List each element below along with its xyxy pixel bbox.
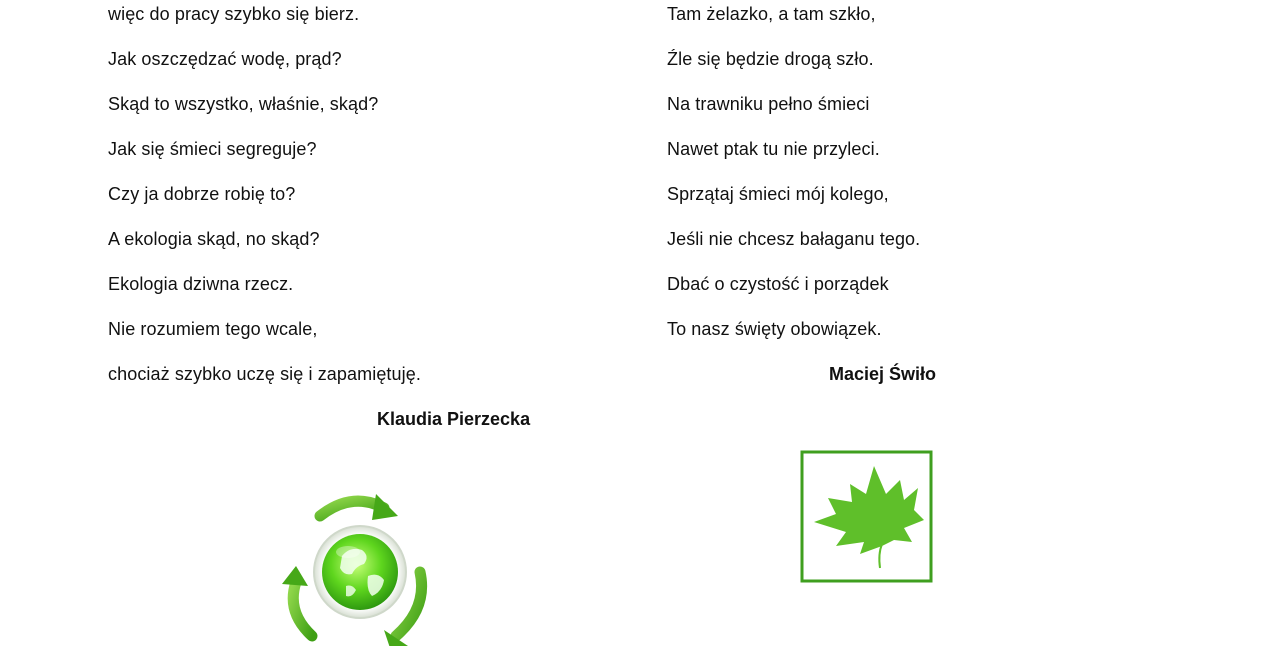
poem-line: Czy ja dobrze robię to? — [108, 184, 296, 204]
poem-line: Nawet ptak tu nie przyleci. — [667, 139, 880, 159]
poem-line: Tam żelazko, a tam szkło, — [667, 4, 876, 24]
poem-line: chociaż szybko uczę się i zapamiętuję. — [108, 364, 421, 384]
recycle-globe-icon — [272, 486, 442, 646]
poem-line: Jak się śmieci segreguje? — [108, 139, 317, 159]
poem-line: więc do pracy szybko się bierz. — [108, 4, 360, 24]
poem-line: Nie rozumiem tego wcale, — [108, 319, 318, 339]
poem-line: Jak oszczędzać wodę, prąd? — [108, 49, 342, 69]
poem-line: To nasz święty obowiązek. — [667, 319, 882, 339]
author-name-left: Klaudia Pierzecka — [377, 409, 531, 429]
green-leaf-icon — [800, 450, 934, 584]
poem-line: Dbać o czystość i porządek — [667, 274, 889, 294]
poem-line: Jeśli nie chcesz bałaganu tego. — [667, 229, 921, 249]
poem-line: Sprzątaj śmieci mój kolego, — [667, 184, 889, 204]
author-name-right: Maciej Świło — [829, 364, 937, 384]
poem-line: Źle się będzie drogą szło. — [667, 49, 874, 69]
poem-line: Ekologia dziwna rzecz. — [108, 274, 294, 294]
poem-line: A ekologia skąd, no skąd? — [108, 229, 320, 249]
poem-line: Na trawniku pełno śmieci — [667, 94, 870, 114]
poem-line: Skąd to wszystko, właśnie, skąd? — [108, 94, 379, 114]
